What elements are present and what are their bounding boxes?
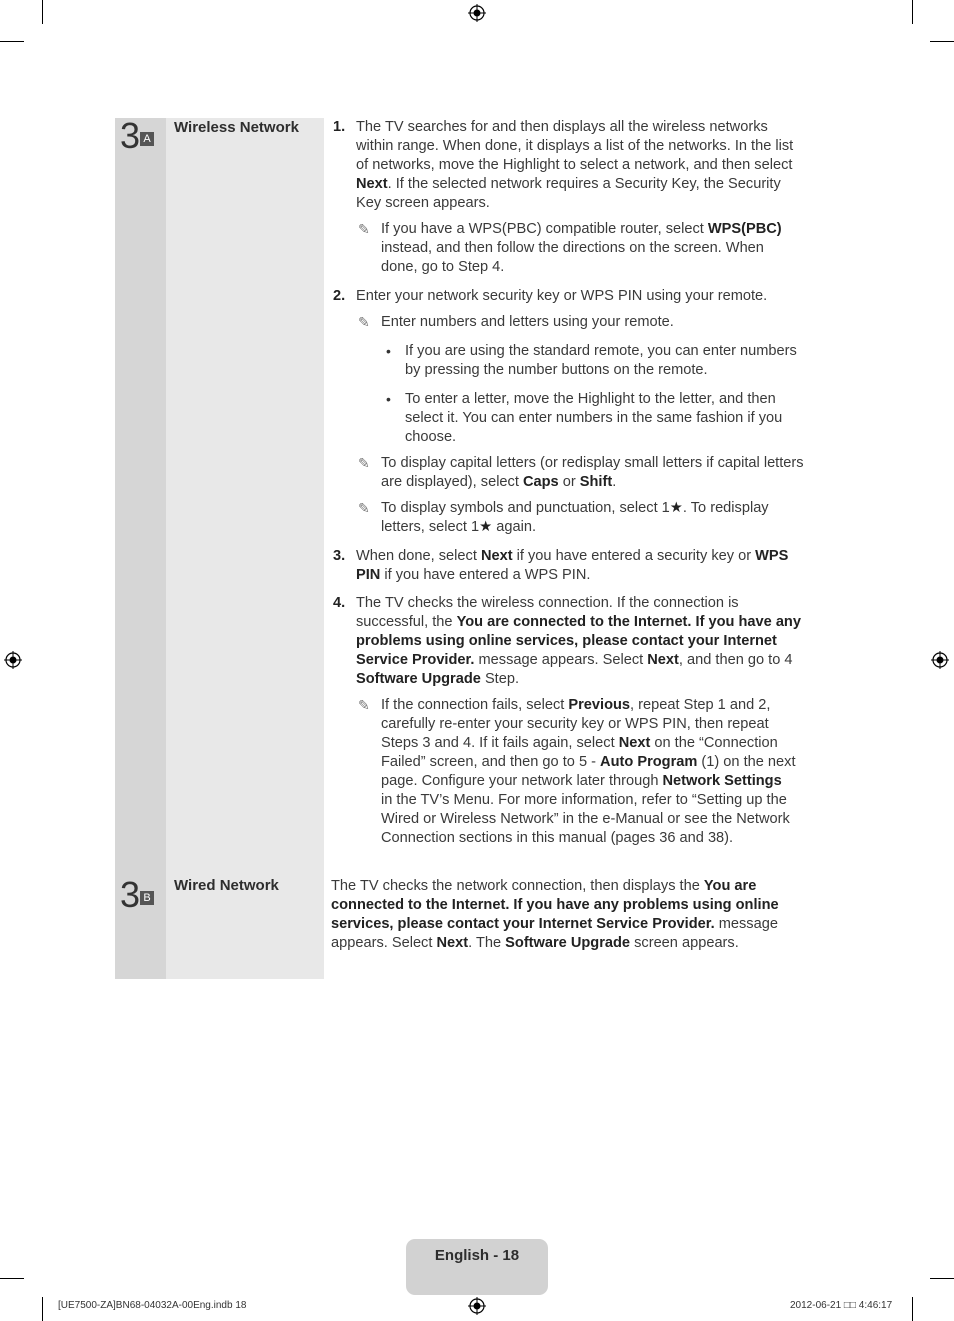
text-fragment: Step. xyxy=(480,671,520,687)
step-description xyxy=(324,874,825,979)
text-line: of networks, move the Highlight to select a network, and then select xyxy=(356,157,793,173)
bold-term: Auto Program xyxy=(600,754,698,770)
text-fragment: appears. Select xyxy=(331,935,437,951)
text-fragment: page. Configure your network later through xyxy=(381,773,663,789)
file-info: [UE7500-ZA]BN68-04032A-00Eng.indb 18 xyxy=(58,1300,247,1311)
step-number-cell xyxy=(115,115,166,874)
bold-term: You are connected to the Internet. If you have any xyxy=(456,614,801,630)
text-fragment: letters, select 1 xyxy=(381,519,480,535)
text-fragment: again. xyxy=(492,519,537,535)
note-line: Enter numbers and letters using your remote. xyxy=(381,314,674,330)
text-fragment: if you have entered a security key or xyxy=(512,548,756,564)
text-line xyxy=(356,632,777,651)
step-row-3a xyxy=(115,115,825,874)
text-line xyxy=(331,934,739,953)
text-fragment: message xyxy=(714,916,778,932)
bold-term: Shift xyxy=(579,474,613,490)
text-line xyxy=(356,651,793,670)
crop-mark xyxy=(0,41,24,42)
pencil-icon: ✎ xyxy=(358,697,370,713)
step-row-3b xyxy=(115,874,825,979)
text-fragment: . If the selected network requires a Security Key, the Security xyxy=(387,176,781,192)
crop-mark xyxy=(930,1278,954,1279)
step-letter-badge: B xyxy=(140,891,154,905)
bullet-line: choose. xyxy=(405,429,457,445)
instruction-table xyxy=(115,115,825,979)
crop-mark xyxy=(930,41,954,42)
text-fragment: on the “Connection xyxy=(650,735,778,751)
step-number: 3 xyxy=(120,874,141,915)
note-line xyxy=(381,696,770,715)
page-label: English - 18 xyxy=(434,1247,520,1264)
text-fragment: , and then go to 4 xyxy=(678,652,793,668)
step-letter-badge: A xyxy=(140,132,154,146)
pencil-icon: ✎ xyxy=(358,221,370,237)
text-fragment: are displayed), select xyxy=(381,474,523,490)
note-line xyxy=(381,753,796,772)
text-line: The TV searches for and then displays all the wireless networks xyxy=(356,119,768,135)
text-fragment: Steps 3 and 4. If it fails again, select xyxy=(381,735,619,751)
text-fragment: The TV checks the network connection, then displays the xyxy=(331,878,704,894)
star-icon: ★ xyxy=(479,519,493,535)
registration-mark-icon xyxy=(468,4,486,22)
bold-term: services, please contact your Internet Service Provider. xyxy=(331,916,715,932)
bold-term: Next xyxy=(618,735,651,751)
bullet-line: by pressing the number buttons on the remote. xyxy=(405,362,708,378)
text-line xyxy=(356,670,519,689)
crop-mark xyxy=(42,0,43,24)
note-line xyxy=(381,499,769,518)
bold-term: connected to the Internet. If you have any problems using online xyxy=(331,897,779,913)
page-number-tab xyxy=(406,1239,548,1295)
step-label-cell xyxy=(166,118,324,874)
note-line xyxy=(381,734,778,753)
text-fragment: , repeat Step 1 and 2, xyxy=(630,697,771,713)
text-line: within range. When done, it displays a list of the networks. In the list xyxy=(356,138,794,154)
pencil-icon: ✎ xyxy=(358,500,370,516)
bold-term: Software Upgrade xyxy=(356,671,481,687)
text-fragment: If the connection fails, select xyxy=(381,697,569,713)
star-icon: ★ xyxy=(669,500,683,516)
registration-mark-icon xyxy=(4,651,22,669)
bullet-line: To enter a letter, move the Highlight to the letter, and then xyxy=(405,391,776,407)
text-line xyxy=(356,547,788,566)
note-line xyxy=(381,772,782,791)
bullet: • xyxy=(386,343,391,359)
text-fragment: screen appears. xyxy=(630,935,739,951)
text-fragment: successful, the xyxy=(356,614,457,630)
step-label: Wireless Network xyxy=(174,119,299,136)
crop-mark xyxy=(0,1278,24,1279)
crop-mark xyxy=(912,0,913,24)
step-label-cell xyxy=(166,874,324,979)
bold-term: WPS xyxy=(755,548,789,564)
item-number: 3. xyxy=(333,548,346,564)
text-fragment: When done, select xyxy=(356,548,481,564)
bullet-line: select it. You can enter numbers in the same fashion if you xyxy=(405,410,783,426)
note-line: Connection sections in this manual (pages 36 and 38). xyxy=(381,830,734,846)
text-line: Key screen appears. xyxy=(356,195,490,211)
text-fragment: (1) on the next xyxy=(697,754,796,770)
registration-mark-icon xyxy=(931,651,949,669)
text-line xyxy=(331,896,779,915)
bullet-line: If you are using the standard remote, you can enter numbers xyxy=(405,343,797,359)
text-line: The TV checks the wireless connection. If the connection is xyxy=(356,595,739,611)
bold-term: You are xyxy=(703,878,757,894)
text-fragment: Failed” screen, and then go to 5 - xyxy=(381,754,601,770)
text-fragment: If you have a WPS(PBC) compatible router, select xyxy=(381,221,708,237)
text-fragment: if you have entered a WPS PIN. xyxy=(380,567,591,583)
bold-term: WPS(PBC) xyxy=(707,221,782,237)
note-line: done, go to Step 4. xyxy=(381,259,505,275)
text-line xyxy=(331,915,778,934)
crop-mark xyxy=(42,1297,43,1321)
item-number: 2. xyxy=(333,288,346,304)
note-line xyxy=(381,518,536,537)
note-line: To display capital letters (or redisplay small letters if capital letters xyxy=(381,455,804,471)
date-time: 2012-06-21 □□ 4:46:17 xyxy=(790,1300,893,1311)
note-line xyxy=(381,473,616,492)
text-line: Enter your network security key or WPS PIN using your remote. xyxy=(356,288,768,304)
bold-term: PIN xyxy=(356,567,381,583)
note-line: Wired or Wireless Network” in the e-Manual or see the Network xyxy=(381,811,790,827)
bold-term: Next xyxy=(480,548,513,564)
crop-mark xyxy=(912,1297,913,1321)
note-line: instead, and then follow the directions on the screen. When xyxy=(381,240,764,256)
step-label: Wired Network xyxy=(174,877,279,894)
item-number: 4. xyxy=(333,595,346,611)
text-line xyxy=(356,566,590,585)
bold-term: Next xyxy=(436,935,469,951)
bold-term: Caps xyxy=(522,474,559,490)
pencil-icon: ✎ xyxy=(358,314,370,330)
bold-term: Next xyxy=(356,176,388,192)
note-line xyxy=(381,220,782,239)
text-line xyxy=(356,175,781,194)
step-description xyxy=(324,118,825,874)
bold-term: Network Settings xyxy=(662,773,782,789)
bullet: • xyxy=(386,391,391,407)
step-number: 3 xyxy=(120,115,141,156)
bold-term: Software Upgrade xyxy=(505,935,631,951)
bold-term: Next xyxy=(647,652,679,668)
text-fragment: message appears. Select xyxy=(474,652,648,668)
registration-mark-icon xyxy=(468,1297,486,1315)
text-fragment: or xyxy=(558,474,580,490)
bold-term: Previous xyxy=(568,697,631,713)
text-line xyxy=(331,877,756,896)
text-fragment: . xyxy=(612,474,617,490)
pencil-icon: ✎ xyxy=(358,455,370,471)
item-number: 1. xyxy=(333,119,346,135)
note-line: carefully re-enter your security key or WPS PIN, then repeat xyxy=(381,716,769,732)
bold-term: Service Provider. xyxy=(356,652,475,668)
text-fragment: . The xyxy=(468,935,506,951)
bold-term: problems using online services, please contact your Internet xyxy=(356,633,777,649)
text-fragment: To display symbols and punctuation, select 1 xyxy=(381,500,670,516)
step-number-cell xyxy=(115,874,166,979)
text-fragment: . To redisplay xyxy=(682,500,769,516)
note-line: in the TV’s Menu. For more information, refer to “Setting up the xyxy=(381,792,787,808)
text-line xyxy=(356,613,801,632)
